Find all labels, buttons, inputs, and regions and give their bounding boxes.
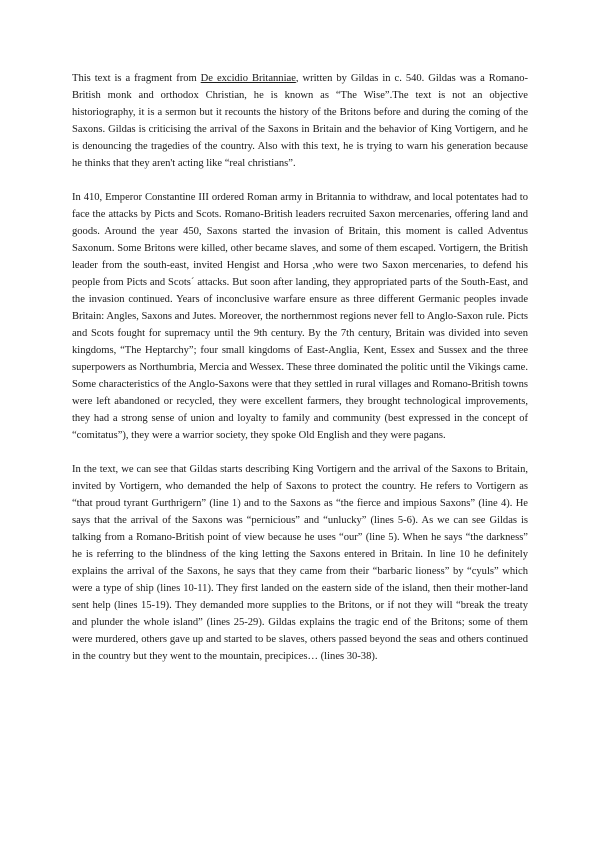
document-page — [72, 70, 528, 665]
paragraph-intro — [72, 70, 528, 172]
paragraph-history: In 410, Emperor Constantine III ordered Roman army in Britannia to withdraw, and local potentates had to face the attacks by Picts and Scots. Romano-British leaders recruited Saxon mercenaries, offering land and goods. Around the year 450, Saxons started the invasion of Britain, this moment is called Adventus Saxonum. Some Britons were killed, other became slaves, and some of them escaped. Vortigern, the British leader from the south-east, invited Hengist and Horsa ,who were two Saxon mercenaries, to defend his people from Picts and Scots´ attacks. But soon after landing, they appropriated parts of the South-East, and the invasion continued. Years of inconclusive warfare ensure as three different Germanic peoples invade Britain: Angles, Saxons and Jutes. Moreover, the northernmost regions never fell to Anglo-Saxon rule. Picts and Scots fought for supremacy until the 9th century. By the 7th century, Britain was divided into seven kingdoms, “The Heptarchy”; four small kingdoms of East-Anglia, Kent, Essex and Sussex and the three superpowers as Northumbria, Mercia and Wessex. These three dominated the politic until the Vikings came. Some characteristics of the Anglo-Saxons were that they settled in rural villages and Romano-British towns were left abandoned or recycled, they were excellent farmers, they brought technological improvements, they had a strong sense of union and loyalty to family and community (best expressed in the concept of “comitatus”), they were a warrior society, they spoke Old English and they were pagans. — [72, 192, 528, 441]
intro-text-end: , written by Gildas in c. 540. Gildas was a Romano-British monk and orthodox Christian, he is known as “The Wise”.The text is not an objective historiography, it is a sermon but it recounts the history of the Britons before and during the coming of the Saxons. Gildas is criticising the arrival of the Saxons in Britain and the behavior of King Vortigern, and he is denouncing the tragedies of the country. Also with this text, he is trying to warn his generation because he thinks that they aren't acting like “real christians”. — [72, 73, 529, 169]
intro-text-start: This text is a fragment from — [72, 73, 201, 84]
book-title: De excidio Britanniae — [200, 73, 296, 84]
paragraph-analysis: In the text, we can see that Gildas starts describing King Vortigern and the arrival of the Saxons to Britain, invited by Vortigern, who demanded the help of Saxons to protect the country. He refers to Vortigern as “that proud tyrant Gurthrigern” (line 1) and to the Saxons as “the fierce and impious Saxons” (line 4). He says that the arrival of the Saxons was “pernicious” and “unlucky” (lines 5-6). As we can see Gildas is talking from a Romano-British point of view because he uses “our” (line 5). When he says “the darkness” he is referring to the blindness of the king letting the Saxons entered in Britain. In line 10 he definitely explains the arrival of the Saxons, he says that they came from their “barbaric lioness” by “cyuls” which were a type of ship (lines 10-11). They first landed on the eastern side of the island, then their mother-land sent help (lines 15-19). They demanded more supplies to the Britons, or if not they will “break the treaty and plunder the whole island” (lines 25-29). Gildas explains the tragic end of the Britons; some of them were murdered, others gave up and started to be slaves, others passed beyond the seas and others continued in the country but they went to the mountain, precipices… (lines 30-38). — [72, 464, 528, 662]
